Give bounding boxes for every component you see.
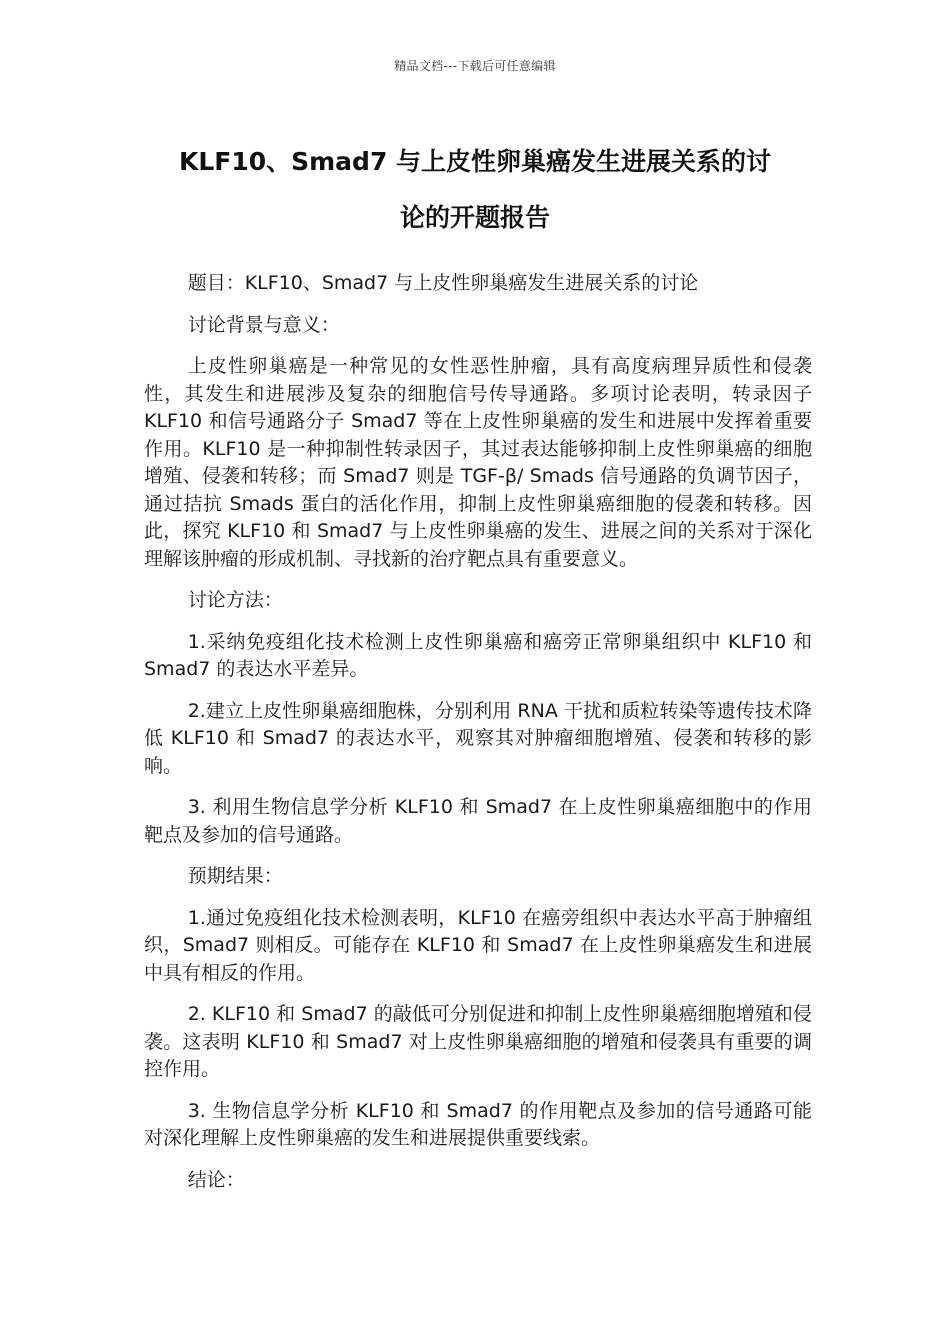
method-item-2: 2.建立上皮性卵巢癌细胞株，分别利用 RNA 干扰和质粒转染等遗传技术降低 KLF10 和 Smad7 的表达水平，观察其对肿瘤细胞增殖、侵袭和转移的影响。 xyxy=(144,699,812,777)
method-item-1: 1.采纳免疫组化技术检测上皮性卵巢癌和癌旁正常卵巢组织中 KLF10 和 Smad7 的表达水平差异。 xyxy=(144,630,812,680)
result-item-1: 1.通过免疫组化技术检测表明，KLF10 在癌旁组织中表达水平高于肿瘤组织，Smad7 则相反。可能存在 KLF10 和 Smad7 在上皮性卵巢癌发生和进展中具有相反的作用。 xyxy=(144,906,812,984)
topic-line: 题目：KLF10、Smad7 与上皮性卵巢癌发生进展关系的讨论 xyxy=(187,272,699,294)
document-body xyxy=(144,270,812,1208)
document-title xyxy=(120,134,830,246)
title-line-1: KLF10、Smad7 与上皮性卵巢癌发生进展关系的讨 xyxy=(178,147,772,176)
background-heading: 讨论背景与意义： xyxy=(187,313,340,336)
title-line-2: 论的开题报告 xyxy=(399,203,550,232)
conclusion-heading: 结论： xyxy=(187,1168,245,1191)
background-paragraph: 上皮性卵巢癌是一种常见的女性恶性肿瘤，具有高度病理异质性和侵袭性，其发生和进展涉及复杂的细胞信号传导通路。多项讨论表明，转录因子 KLF10 和信号通路分子 Smad7 等在上皮性卵巢癌的发生和进展中发挥着重要作用。KLF10 是一种抑制性转录因子，其过表达能够抑制上皮性卵巢癌的细胞增殖、侵袭和转移；而 Smad7 则是 TGF-β/ Smads 信号通路的负调节因子，通过拮抗 Smads 蛋白的活化作用，抑制上皮性卵巢癌细胞的侵袭和转移。因此，探究 KLF10 和 Smad7 与上皮性卵巢癌的发生、进展之间的关系对于深化理解该肿瘤的形成机制、寻找新的治疗靶点具有重要意义。 xyxy=(144,355,812,570)
method-item-3: 3. 利用生物信息学分析 KLF10 和 Smad7 在上皮性卵巢癌细胞中的作用靶点及参加的信号通路。 xyxy=(144,796,812,846)
methods-heading: 讨论方法： xyxy=(187,589,283,611)
result-item-3: 3. 生物信息学分析 KLF10 和 Smad7 的作用靶点及参加的信号通路可能对深化理解上皮性卵巢癌的发生和进展提供重要线索。 xyxy=(144,1099,812,1149)
result-item-2: 2. KLF10 和 Smad7 的敲低可分别促进和抑制上皮性卵巢癌细胞增殖和侵袭。这表明 KLF10 和 Smad7 对上皮性卵巢癌细胞的增殖和侵袭具有重要的调控作用。 xyxy=(144,1003,812,1080)
results-heading: 预期结果： xyxy=(187,865,283,887)
page-header: 精品文档---下载后可任意编辑 xyxy=(394,59,556,73)
